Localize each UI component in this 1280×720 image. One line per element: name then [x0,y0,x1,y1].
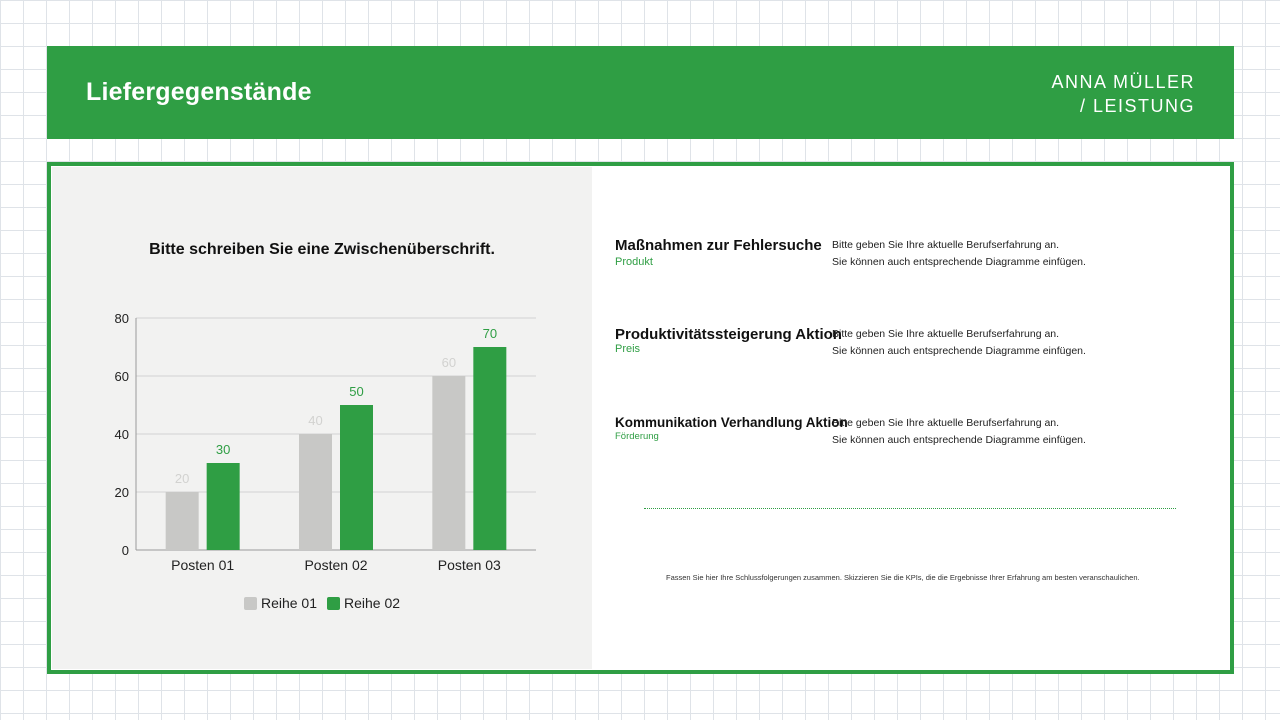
legend-label-series-1: Reihe 01 [260,595,317,611]
page-title: Liefergegenstände [86,78,312,106]
conclusion-text: Fassen Sie hier Ihre Schlussfolgerungen zusammen. Skizzieren Sie die KPIs, die die Ergebnisse Ihrer Erfahrung am besten veranschaulichen. [666,573,1140,582]
header-author [1051,70,1195,118]
item-description-line-1: Bitte geben Sie Ihre aktuelle Berufserfahrung an. [832,328,1060,340]
item-description [832,237,1086,271]
item-title: Produktivitätssteigerung Aktion [615,326,842,343]
item-title: Maßnahmen zur Fehlersuche [615,237,822,254]
y-tick-label: 0 [121,543,129,558]
y-tick-label: 80 [114,311,129,326]
item-title: Kommunikation Verhandlung Aktion [615,415,848,430]
legend-swatch-series-1 [244,597,257,610]
author-name: ANNA MÜLLER [1051,72,1195,92]
bar [299,434,332,550]
chart-panel [52,167,592,669]
chart-legend [52,595,592,611]
data-label: 30 [215,442,231,457]
item-subtitle: Preis [615,343,641,355]
list-item-3 [615,415,1195,455]
item-subtitle: Förderung [615,431,659,442]
data-label: 70 [482,326,498,341]
bar [207,463,240,550]
item-description-line-2: Sie können auch entsprechende Diagramme einfügen. [832,256,1086,268]
divider [644,508,1176,509]
bar [432,376,465,550]
bar [166,492,199,550]
bar [473,347,506,550]
data-label: 50 [349,384,364,399]
item-description-line-1: Bitte geben Sie Ihre aktuelle Berufserfahrung an. [832,239,1060,251]
list-item-2 [615,326,1195,366]
item-description-line-1: Bitte geben Sie Ihre aktuelle Berufserfahrung an. [832,417,1060,429]
data-label: 60 [441,355,457,370]
item-description-line-2: Sie können auch entsprechende Diagramme einfügen. [832,345,1086,357]
item-description-line-2: Sie können auch entsprechende Diagramme einfügen. [832,434,1086,446]
legend-swatch-series-2 [327,597,340,610]
data-label: 40 [308,413,323,428]
item-subtitle: Produkt [615,256,653,268]
data-label: 20 [174,471,190,486]
legend-item-series-2 [327,595,400,611]
item-description [832,326,1086,360]
section-subtitle: / LEISTUNG [1079,96,1195,116]
bar [340,405,373,550]
legend-label-series-2: Reihe 02 [344,595,401,611]
legend-item-series-1 [244,595,317,611]
item-description [832,415,1086,449]
y-tick-label: 20 [114,485,129,500]
bar-chart [52,167,592,587]
x-tick-label: Posten 02 [304,557,368,573]
y-tick-label: 40 [114,427,129,442]
y-tick-label: 60 [114,369,129,384]
chart-title: Bitte schreiben Sie eine Zwischenüberschrift. [149,241,495,258]
header-banner [47,46,1234,139]
x-tick-label: Posten 01 [171,557,235,573]
x-tick-label: Posten 03 [437,557,501,573]
list-item-1 [615,237,1195,277]
